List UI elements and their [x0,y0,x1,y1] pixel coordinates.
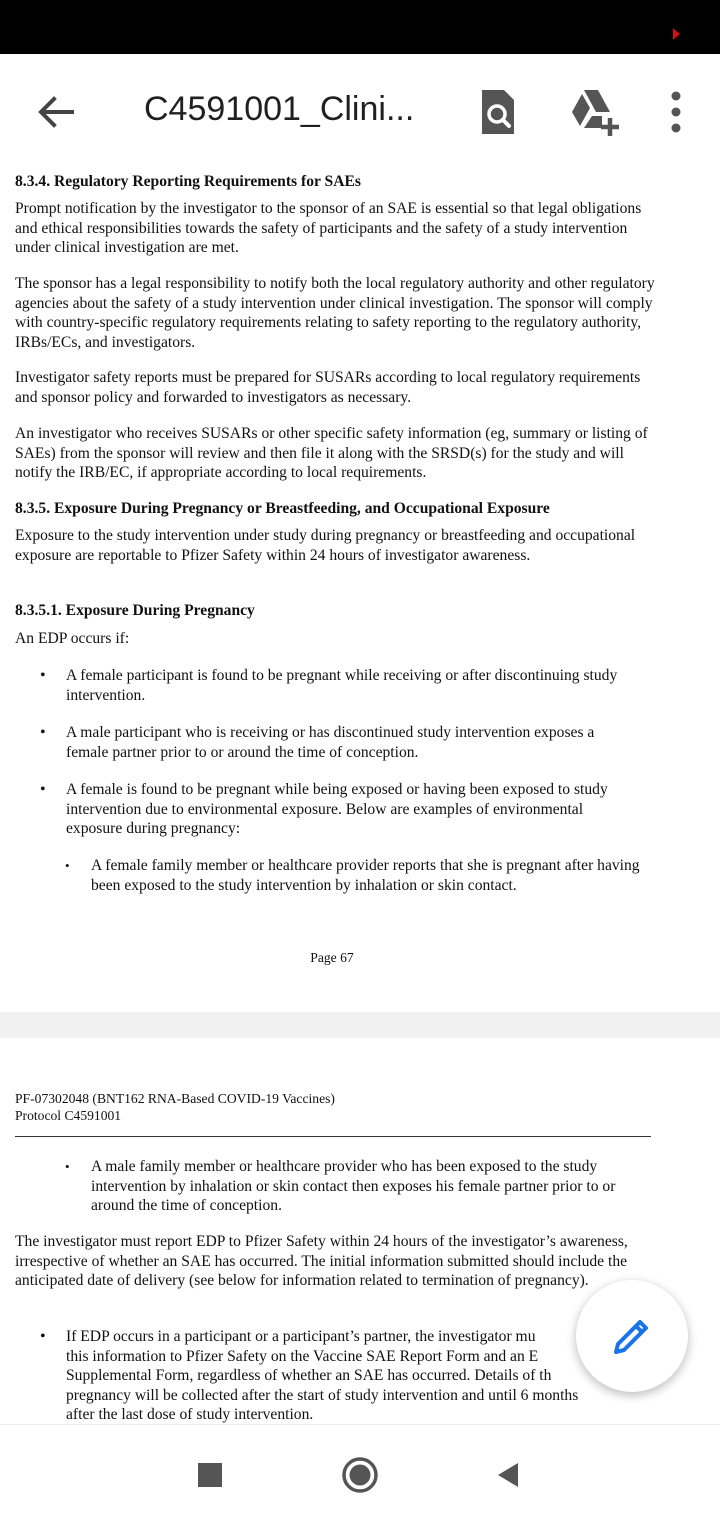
more-vert-icon [650,84,706,140]
navigation-bar [0,1424,720,1521]
home-circle-icon [340,1455,380,1495]
app-bar [0,54,720,167]
bullet-marker: • [40,1328,46,1345]
list-item-text: A female participant is found to be pregnant while receiving or after discontinuing study intervention. [66,667,618,704]
page-number: Page 67 [310,950,354,965]
list-item-text: If EDP occurs in a participant or a participant’s partner, the investigator mu this information to Pfizer Safety on the Vaccine SAE Report Form and an E Supplemental Form, regardless of whether an SAE has occurred. Details of th pregnancy will be collected after the start of study intervention and until 6 months after the last dose of study intervention. [66,1328,579,1424]
drive-add-icon [564,84,620,140]
header-line: PF-07302048 (BNT162 RNA-Based COVID-19 Vaccines) [15,1091,335,1106]
system-back-button[interactable] [490,1455,530,1495]
status-bar [0,0,720,54]
search-button[interactable] [468,84,524,140]
notification-indicator-icon [673,28,680,40]
document-page [0,166,720,1012]
bullet-marker: • [40,667,46,684]
add-to-drive-button[interactable] [564,84,620,140]
paragraph: Investigator safety reports must be prepared for SUSARs according to local regulatory requirements and sponsor policy and forwarded to investigators as necessary. [15,369,641,406]
section-heading: 8.3.4. Regulatory Reporting Requirements for SAEs [15,173,361,190]
bullet-marker: • [40,724,46,741]
paragraph: Prompt notification by the investigator to the sponsor of an SAE is essential so that legal obligations and ethical responsibilities towards the safety of participants and the safety of a study intervention under clinical investigation are met. [15,200,642,257]
paragraph: An investigator who receives SUSARs or other specific safety information (eg, summary or listing of SAEs) from the sponsor will review and then file it along with the SRSD(s) for the study and will notify the IRB/EC, if appropriate according to local requirements. [15,425,648,482]
list-item-text: A female family member or healthcare provider reports that she is pregnant after having been exposed to the study intervention by inhalation or skin contact. [91,857,640,894]
home-button[interactable] [340,1455,380,1495]
document-title: C4591001_Clini... [144,90,415,128]
list-item-text: A female is found to be pregnant while being exposed or having been exposed to study intervention due to environmental exposure. Below are examples of environmental exposure during pregnancy: [66,781,608,838]
back-button[interactable] [30,86,82,138]
section-heading: 8.3.5. Exposure During Pregnancy or Breastfeeding, and Occupational Exposure [15,500,550,517]
document-viewer[interactable] [0,166,720,1424]
header-divider [15,1136,651,1137]
list-item-text: A male family member or healthcare provider who has been exposed to the study intervention by inhalation or skin contact then exposes his female partner prior to or around the time of conception. [91,1158,616,1215]
list-item-text: A male participant who is receiving or has discontinued study intervention exposes a female partner prior to or around the time of conception. [66,724,595,761]
header-line: Protocol C4591001 [15,1108,122,1123]
page-header [15,1090,335,1124]
recents-square-icon [190,1455,230,1495]
search-document-icon [468,84,524,140]
edit-button[interactable] [576,1280,688,1392]
paragraph: The investigator must report EDP to Pfizer Safety within 24 hours of the investigator’s awareness, irrespective of whether an SAE has occurred. The initial information submitted should include the anticipated date of delivery (see below for information related to termination of pregnancy). [15,1233,628,1290]
more-options-button[interactable] [650,84,706,140]
paragraph: The sponsor has a legal responsibility to notify both the local regulatory authority and other regulatory agencies about the safety of a study intervention under clinical investigation. The sponsor will comply with country-specific regulatory requirements relating to safety reporting to the regulatory authority, IRBs/ECs, and investigators. [15,275,655,351]
edit-pencil-icon [610,1314,654,1358]
section-heading: 8.3.5.1. Exposure During Pregnancy [15,602,255,619]
paragraph: An EDP occurs if: [15,630,130,647]
bullet-marker: • [65,858,70,873]
paragraph: Exposure to the study intervention under study during pregnancy or breastfeeding and occupational exposure are reportable to Pfizer Safety within 24 hours of investigator awareness. [15,527,636,564]
bullet-marker: • [40,781,46,798]
back-triangle-icon [490,1455,530,1495]
recents-button[interactable] [190,1455,230,1495]
bullet-marker: • [65,1159,70,1174]
arrow-back-icon [30,86,82,138]
